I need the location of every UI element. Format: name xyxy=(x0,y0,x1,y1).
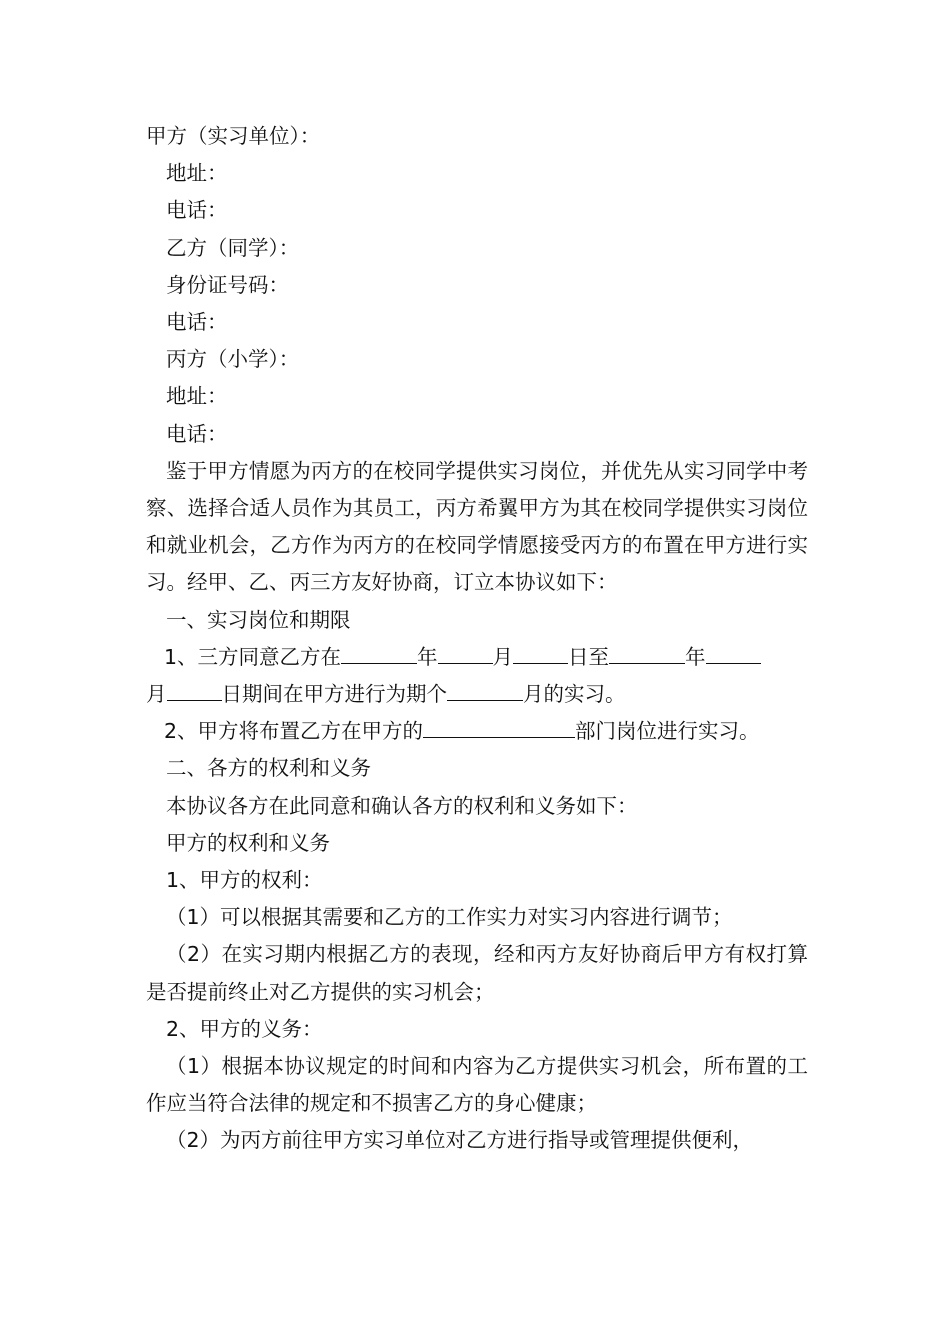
party-c-title: 丙方（小学）： xyxy=(166,347,300,372)
end-month-blank xyxy=(706,641,761,664)
section1-item2 xyxy=(146,713,808,750)
end-year-blank xyxy=(609,641,685,664)
department-blank xyxy=(423,715,575,738)
item1-year1: 年 xyxy=(417,644,438,669)
item2-tail: 部门岗位进行实习。 xyxy=(575,719,760,744)
item1-day1: 日至 xyxy=(568,644,610,669)
party-a-rights-heading: 1、甲方的权利： xyxy=(166,868,323,893)
end-day-blank xyxy=(167,678,222,701)
party-b-phone: 电话： xyxy=(166,310,228,335)
party-a-phone: 电话： xyxy=(166,198,228,223)
party-b-id: 身份证号码： xyxy=(166,272,289,297)
section1-item1-line2 xyxy=(146,676,808,713)
start-month-blank xyxy=(438,641,493,664)
section1-item1-line1 xyxy=(146,639,808,676)
party-a-rights-duties-heading: 甲方的权利和义务 xyxy=(166,830,330,855)
party-b-title: 乙方（同学）： xyxy=(166,235,300,260)
section1-title: 一、实习岗位和期限 xyxy=(166,607,351,632)
item1-month1: 月 xyxy=(492,644,514,669)
party-a-title: 甲方（实习单位）： xyxy=(146,124,321,148)
party-c-address: 地址： xyxy=(166,384,228,409)
item2-prefix: 2、甲方将布置乙方在甲方的 xyxy=(164,719,424,744)
item1-prefix: 1、三方同意乙方在 xyxy=(164,644,342,669)
party-c-phone: 电话： xyxy=(166,421,228,446)
section2-title: 二、各方的权利和义务 xyxy=(166,756,371,781)
item1-month2: 月 xyxy=(146,682,167,707)
party-a-duty-1: （1）根据本协议规定的时间和内容为乙方提供实习机会，所布置的工作应当符合法律的规定和不损害乙方的身心健康； xyxy=(146,1054,808,1116)
preamble-paragraph: 鉴于甲方情愿为丙方的在校同学提供实习岗位，并优先从实习同学中考察、选择合适人员作为其员工，丙方希翼甲方为其在校同学提供实习岗位和就业机会，乙方作为丙方的在校同学情愿接受丙方的布置在甲方进行实习。经甲、乙、丙三方友好协商，订立本协议如下： xyxy=(146,458,808,595)
document-body xyxy=(146,118,808,1160)
item1-day2: 日期间在甲方进行为期个 xyxy=(221,682,447,707)
party-a-duty-2: （2）为丙方前往甲方实习单位对乙方进行指导或管理提供便利， xyxy=(166,1128,754,1153)
section2-intro: 本协议各方在此同意和确认各方的权利和义务如下： xyxy=(166,793,638,818)
item1-year2: 年 xyxy=(685,644,706,669)
duration-blank xyxy=(447,678,523,701)
party-a-address: 地址： xyxy=(166,161,228,186)
party-a-right-1: （1）可以根据其需要和乙方的工作实力对实习内容进行调节； xyxy=(166,905,733,930)
start-year-blank xyxy=(341,641,417,664)
item1-tail: 月的实习。 xyxy=(523,682,626,707)
start-day-blank xyxy=(513,641,568,664)
party-a-right-2: （2）在实习期内根据乙方的表现，经和丙方友好协商后甲方有权打算是否提前终止对乙方提供的实习机会； xyxy=(146,942,808,1004)
party-a-duties-heading: 2、甲方的义务： xyxy=(166,1016,323,1041)
